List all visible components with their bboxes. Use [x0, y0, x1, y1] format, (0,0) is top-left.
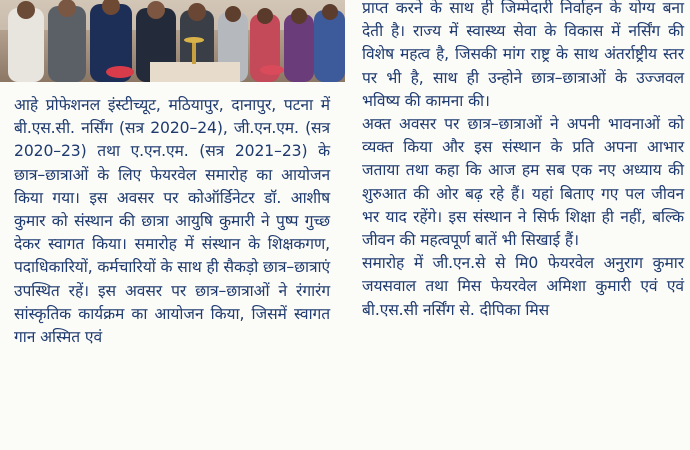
news-photo-farewell-event: [0, 0, 345, 82]
article-paragraph: अक्त अवसर पर छात्र–छात्राओं ने अपनी भावनाओं को व्यक्त किया और इस संस्थान के प्रति अपना आभार जताया तथा कहा कि आज हम सब एक नए अध्याय की शुरुआत की ओर बढ़ रहे हैं। यहां बिताए गए पल जीवन भर याद रहेंगे। इस संस्थान ने सिर्फ शिक्षा ही नहीं, बल्कि जीवन की महत्वपूर्ण बातें भी सिखाई हैं।: [362, 115, 684, 250]
article-column-left: [14, 94, 330, 349]
article-paragraph: आहे प्रोफेशनल इंस्टीच्यूट, मठियापुर, दानापुर, पटना में बी.एस.सी. नर्सिंग (सत्र 2020–24), जी.एन.एम. (सत्र 2020–23) तथा ए.एन.एम. (सत्र 2021–23) के छात्र–छात्राओं के लिए फेयरवेल समारोह का आयोजन किया गया। इस अवसर पर कोऑर्डिनेटर डॉ. आशीष कुमार को संस्थान की छात्रा आयुषि कुमारी ने पुष्प गुच्छ देकर स्वागत किया। समारोह में संस्थान के शिक्षकगण, पदाधिकारियों, कर्मचारियों के साथ ही सैकड़ो छात्र–छात्राएं उपस्थित रहें। इस अवसर पर छात्र–छात्राओं ने रंगारंग सांस्कृतिक कार्यक्रम का आयोजन किया, जिसमें स्वागत गान अस्मित एवं: [14, 96, 331, 347]
article-column-right: [362, 0, 684, 322]
article-paragraph: समारोह में जी.एन.से से मि0 फेयरवेल अनुराग कुमार जयसवाल तथा मिस फेयरवेल अमिशा कुमारी एवं एवं बी.एस.सी नर्सिंग से. दीपिका मिस: [362, 254, 684, 319]
article-paragraph: प्राप्त करने के साथ ही जिम्मेदारी निर्वाहन के योग्य बना देती है। राज्य में स्वास्थ्य सेवा के विकास में नर्सिंग की विशेष महत्व है, जिसकी मांग राष्ट्र के साथ अंतर्राष्ट्रीय स्तर पर भी है, साथ ही उन्होने छात्र–छात्राओं के उज्जवल भविष्य की कामना की।: [362, 0, 684, 110]
